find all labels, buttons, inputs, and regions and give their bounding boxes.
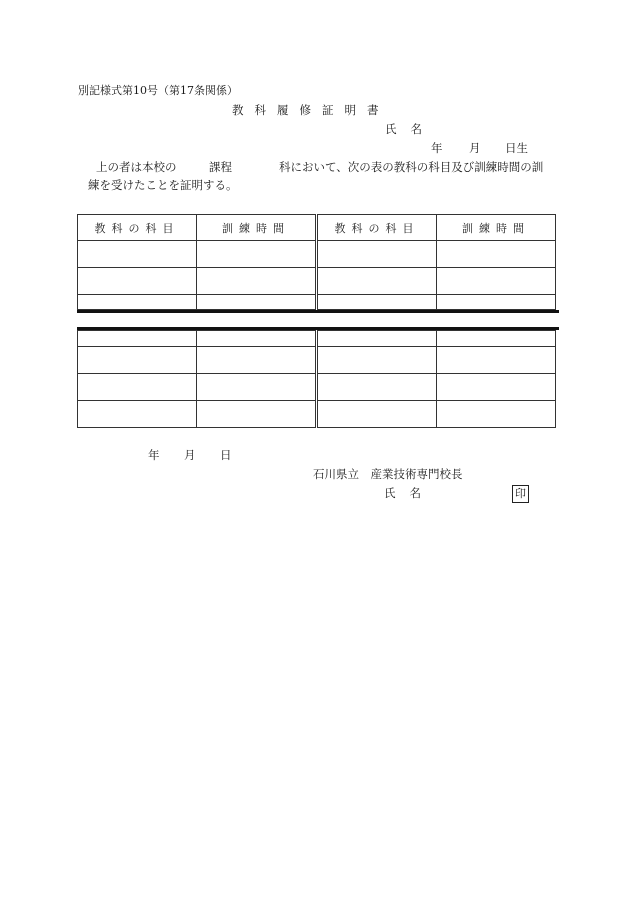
- table-row: [78, 401, 556, 428]
- table-cell: [197, 347, 317, 374]
- table-cell: [317, 295, 437, 310]
- table-cell: [78, 401, 197, 428]
- form-number: 別記様式第10号（第17条関係）: [78, 84, 238, 97]
- table-cell: [78, 331, 197, 347]
- table-cell: [317, 268, 437, 295]
- table-cell: [197, 268, 317, 295]
- table-cell: [78, 374, 197, 401]
- table-cell: [317, 401, 437, 428]
- table-cell: [437, 295, 556, 310]
- body-text-part3: 科において、次の表の教科の科目及び訓練時間の訓: [279, 160, 544, 174]
- table-cell: [437, 374, 556, 401]
- header-subject-1: 教科の科目: [78, 215, 197, 241]
- table-cell: [78, 241, 197, 268]
- table-cell: [197, 331, 317, 347]
- table-cell: [78, 347, 197, 374]
- table-cell: [317, 347, 437, 374]
- subjects-table-top: [77, 214, 556, 310]
- body-text-part2: 課程: [209, 160, 232, 174]
- header-hours-2: 訓練時間: [437, 215, 556, 241]
- issue-year-label: 年: [148, 448, 160, 462]
- table-cell: [197, 241, 317, 268]
- table-break-line-top: [77, 310, 559, 313]
- table-cell: [437, 268, 556, 295]
- birth-day-label: 日生: [505, 141, 528, 155]
- table-cell: [437, 347, 556, 374]
- table-cell: [317, 331, 437, 347]
- issue-month-label: 月: [184, 448, 196, 462]
- birth-year-label: 年: [431, 141, 443, 155]
- table-cell: [437, 331, 556, 347]
- body-text-line2: 練を受けたことを証明する。: [88, 178, 238, 192]
- table-row: [78, 295, 556, 310]
- table-cell: [437, 401, 556, 428]
- issuer-title: 石川県立 産業技術専門校長: [313, 467, 463, 481]
- table-cell: [197, 401, 317, 428]
- seal-mark: 印: [512, 485, 529, 503]
- issuer-name-label: 氏名: [384, 486, 435, 500]
- table-cell: [317, 374, 437, 401]
- subjects-table-bottom: [77, 330, 556, 428]
- table-header-row: [78, 215, 556, 241]
- table-row: [78, 241, 556, 268]
- name-label: 氏名: [385, 122, 436, 136]
- table-row: [78, 347, 556, 374]
- table-cell: [78, 268, 197, 295]
- header-hours-1: 訓練時間: [197, 215, 317, 241]
- issue-day-label: 日: [220, 448, 232, 462]
- birth-month-label: 月: [469, 141, 481, 155]
- table-row: [78, 268, 556, 295]
- table-row: [78, 331, 556, 347]
- header-subject-2: 教科の科目: [317, 215, 437, 241]
- table-cell: [317, 241, 437, 268]
- table-cell: [437, 241, 556, 268]
- table-cell: [197, 295, 317, 310]
- table-cell: [197, 374, 317, 401]
- table-row: [78, 374, 556, 401]
- document-title: 教科履修証明書: [232, 103, 390, 117]
- table-cell: [78, 295, 197, 310]
- body-text-part1: 上の者は本校の: [96, 160, 177, 174]
